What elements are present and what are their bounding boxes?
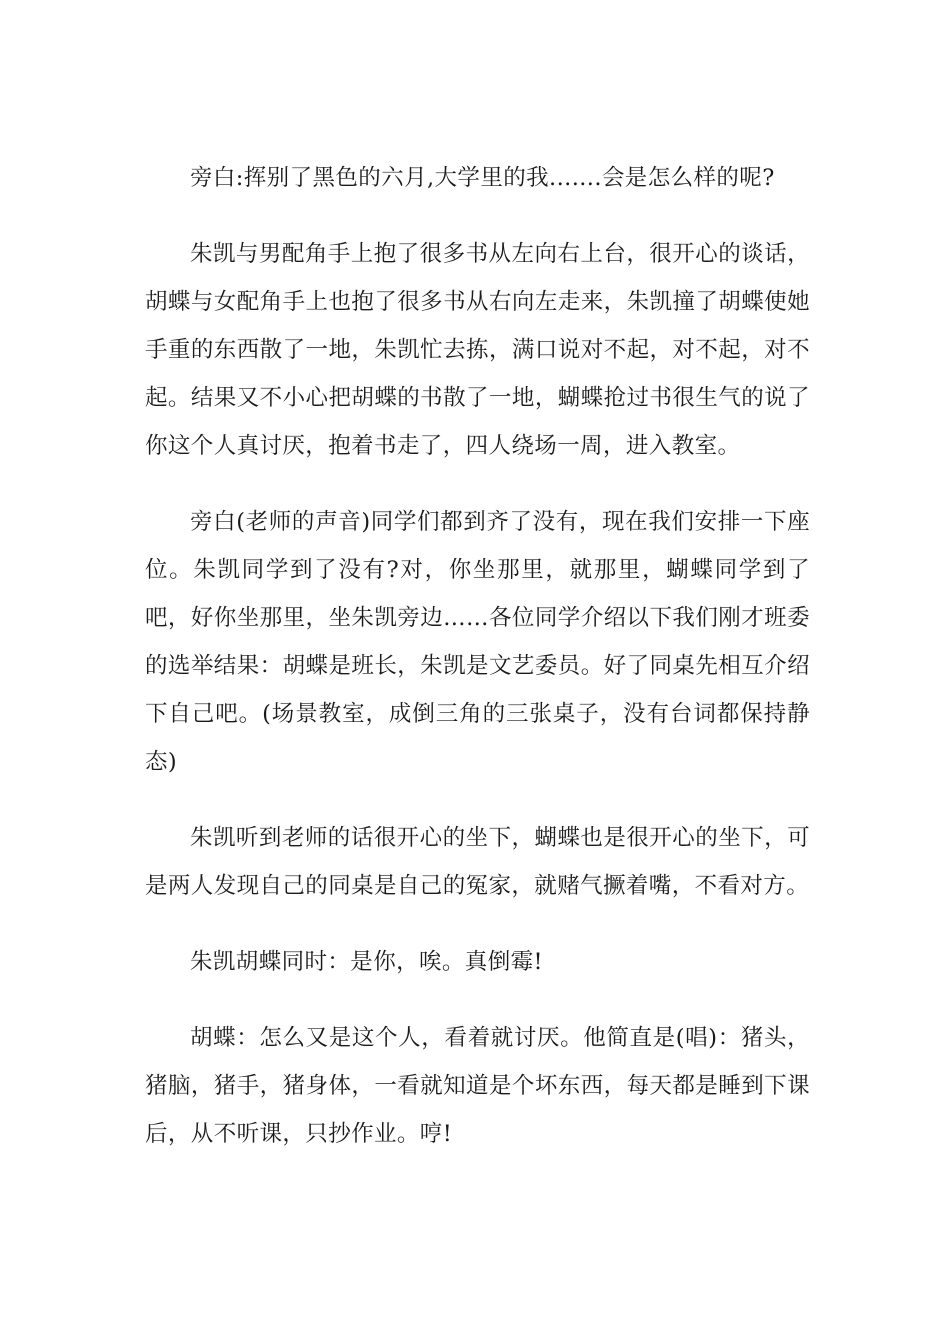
paragraph-dialogue-hudie: 胡蝶：怎么又是这个人，看着就讨厌。他简直是(唱)：猪头，猪脑，猪手，猪身体，一看就知道是个坏东西，每天都是睡到下课后，从不听课，只抄作业。哼! bbox=[145, 1025, 810, 1147]
paragraph-narration-intro: 旁白:挥别了黑色的六月,大学里的我.......会是怎么样的呢? bbox=[190, 165, 775, 191]
document-body bbox=[145, 154, 810, 1186]
paragraph-stage-direction-collision: 朱凯与男配角手上抱了很多书从左向右上台，很开心的谈话，胡蝶与女配角手上也抱了很多书从右向左走来，朱凯撞了胡蝶使她手重的东西散了一地，朱凯忙去拣，满口说对不起，对不起，对不起。结果又不小心把胡蝶的书散了一地，蝴蝶抢过书很生气的说了你这个人真讨厌，抱着书走了，四人绕场一周，进入教室。 bbox=[145, 241, 810, 459]
paragraph-narration-teacher: 旁白(老师的声音)同学们都到齐了没有，现在我们安排一下座位。朱凯同学到了没有?对，你坐那里，就那里，蝴蝶同学到了吧，好你坐那里，坐朱凯旁边……各位同学介绍以下我们刚才班委的选举结果：胡蝶是班长，朱凯是文艺委员。好了同桌先相互介绍下自己吧。(场景教室，成倒三角的三张桌子，没有台词都保持静态) bbox=[145, 509, 810, 775]
paragraph-stage-direction-seating: 朱凯听到老师的话很开心的坐下，蝴蝶也是很开心的坐下，可是两人发现自己的同桌是自己的冤家，就赌气撅着嘴，不看对方。 bbox=[145, 825, 810, 899]
paragraph-dialogue-both: 朱凯胡蝶同时：是你，唉。真倒霉! bbox=[190, 949, 543, 975]
